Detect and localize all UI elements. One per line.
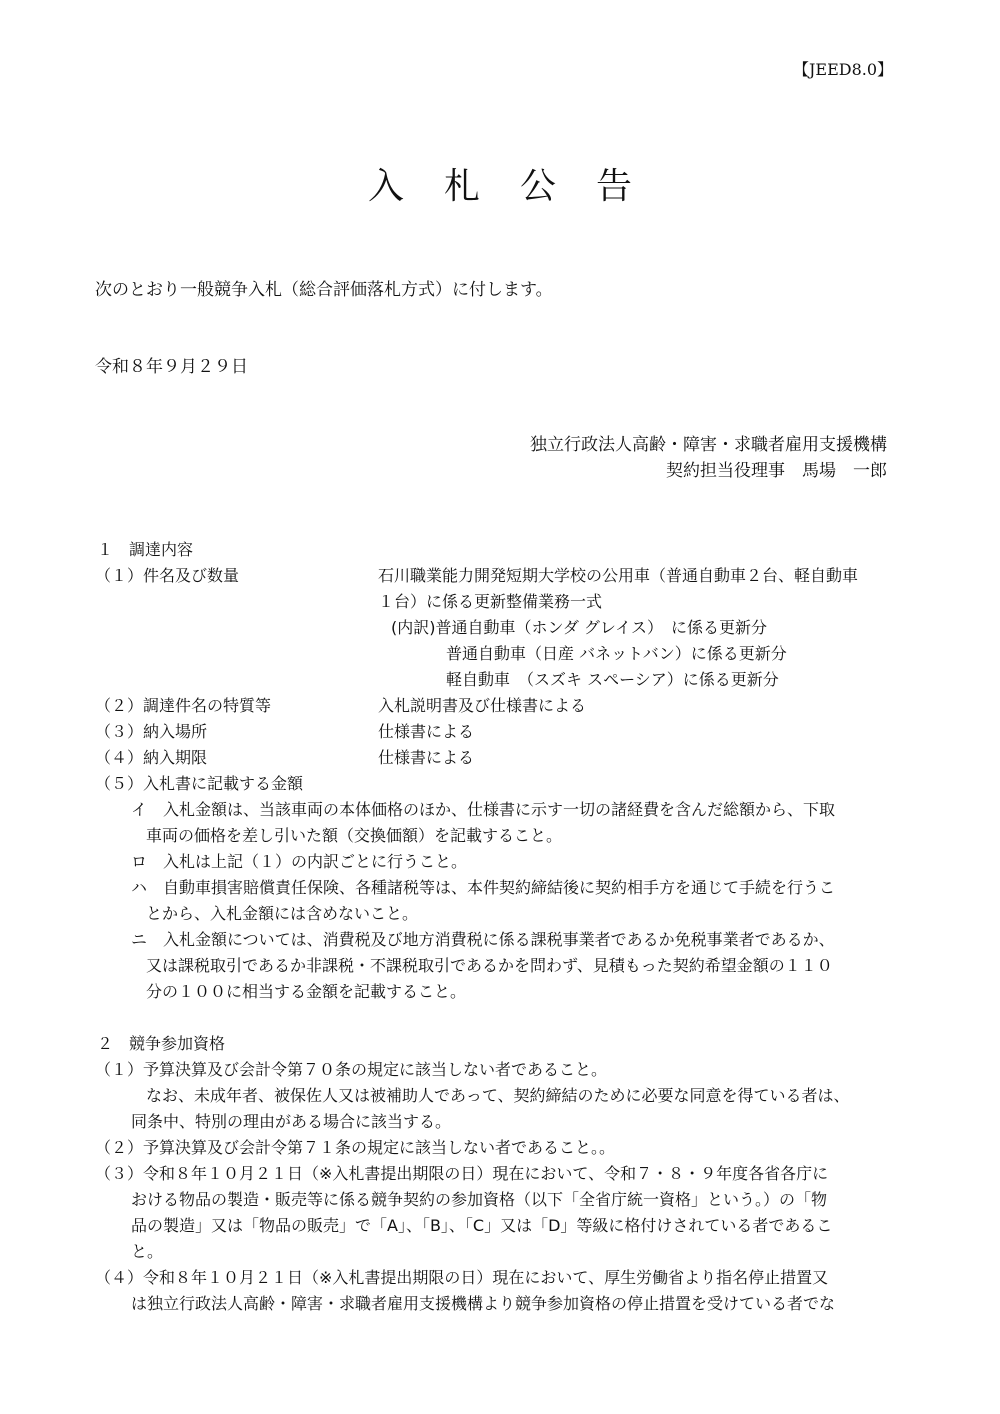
item5-ha-line2: とから、入札金額には含めないこと。 xyxy=(146,904,419,923)
breakdown-line3: 軽自動車 （スズキ スペーシア）に係る更新分 xyxy=(446,670,779,689)
breakdown-line1: (内訳)普通自動車（ホンダ グレイス） に係る更新分 xyxy=(391,618,767,637)
item2-value: 入札説明書及び仕様書による xyxy=(378,696,587,715)
qual2-line1: （２）予算決算及び会計令第７１条の規定に該当しない者であること。。 xyxy=(95,1138,616,1157)
notice-date: 令和８年９月２９日 xyxy=(95,357,248,377)
item1-label: （１）件名及び数量 xyxy=(95,566,240,585)
breakdown-line2: 普通自動車（日産 バネットバン）に係る更新分 xyxy=(446,644,787,663)
issuer-org: 独立行政法人高齢・障害・求職者雇用支援機構 xyxy=(530,435,887,455)
item4-value: 仕様書による xyxy=(378,748,475,767)
section2-heading: ２ 競争参加資格 xyxy=(97,1034,226,1053)
qual4-line1: （４）令和８年１０月２１日（※入札書提出期限の日）現在において、厚生労働省より指名停止措置又 xyxy=(95,1268,829,1287)
item3-value: 仕様書による xyxy=(378,722,475,741)
item1-value-line2: １台）に係る更新整備業務一式 xyxy=(378,592,603,611)
qual1-line1: （１）予算決算及び会計令第７０条の規定に該当しない者であること。 xyxy=(95,1060,608,1079)
qual3-line3: 品の製造」又は「物品の販売」で「A」、「B」、「C」又は「D」等級に格付けされている者であるこ xyxy=(131,1216,833,1235)
intro-text: 次のとおり一般競争入札（総合評価落札方式）に付します。 xyxy=(95,280,553,300)
item4-label: （４）納入期限 xyxy=(95,748,208,767)
item5-ni-line1: ニ 入札金額については、消費税及び地方消費税に係る課税事業者であるか免税事業者であるか、 xyxy=(131,930,835,949)
item3-label: （３）納入場所 xyxy=(95,722,208,741)
issuer-person: 契約担当役理事 馬場 一郎 xyxy=(666,461,887,481)
item5-ha-line1: ハ 自動車損害賠償責任保険、各種諸税等は、本件契約締結後に契約相手方を通じて手続を行うこ xyxy=(131,878,836,897)
item5-i-line2: 車両の価格を差し引いた額（交換価額）を記載すること。 xyxy=(146,826,563,845)
qual3-line2: おける物品の製造・販売等に係る競争契約の参加資格（以下「全省庁統一資格」という。）の「物 xyxy=(131,1190,828,1209)
item5-i-line1: イ 入札金額は、当該車両の本体価格のほか、仕様書に示す一切の諸経費を含んだ総額から、下取 xyxy=(131,800,836,819)
qual4-line2: は独立行政法人高齢・障害・求職者雇用支援機構より競争参加資格の停止措置を受けている者でな xyxy=(131,1294,836,1313)
qual3-line4: と。 xyxy=(131,1242,164,1261)
section1-heading: １ 調達内容 xyxy=(97,540,194,559)
item5-ni-line3: 分の１００に相当する金額を記載すること。 xyxy=(146,982,467,1001)
qual1-line3: 同条中、特別の理由がある場合に該当する。 xyxy=(131,1112,452,1131)
item5-label: （５）入札書に記載する金額 xyxy=(95,774,304,793)
item2-label: （２）調達件名の特質等 xyxy=(95,696,272,715)
page-title: 入札公告 xyxy=(367,166,672,207)
item1-value-line1: 石川職業能力開発短期大学校の公用車（普通自動車２台、軽自動車 xyxy=(378,566,859,585)
item5-ni-line2: 又は課税取引であるか非課税・不課税取引であるかを問わず、見積もった契約希望金額の１１０ xyxy=(146,956,833,975)
item5-ro-line1: ロ 入札は上記（１）の内訳ごとに行うこと。 xyxy=(131,852,468,871)
qual1-line2: なお、未成年者、被保佐人又は被補助人であって、契約締結のために必要な同意を得ている者は、 xyxy=(146,1086,850,1105)
version-tag: 【JEED8.0】 xyxy=(793,60,894,79)
qual3-line1: （３）令和８年１０月２１日（※入札書提出期限の日）現在において、令和７・８・９年度各省各庁に xyxy=(95,1164,829,1183)
